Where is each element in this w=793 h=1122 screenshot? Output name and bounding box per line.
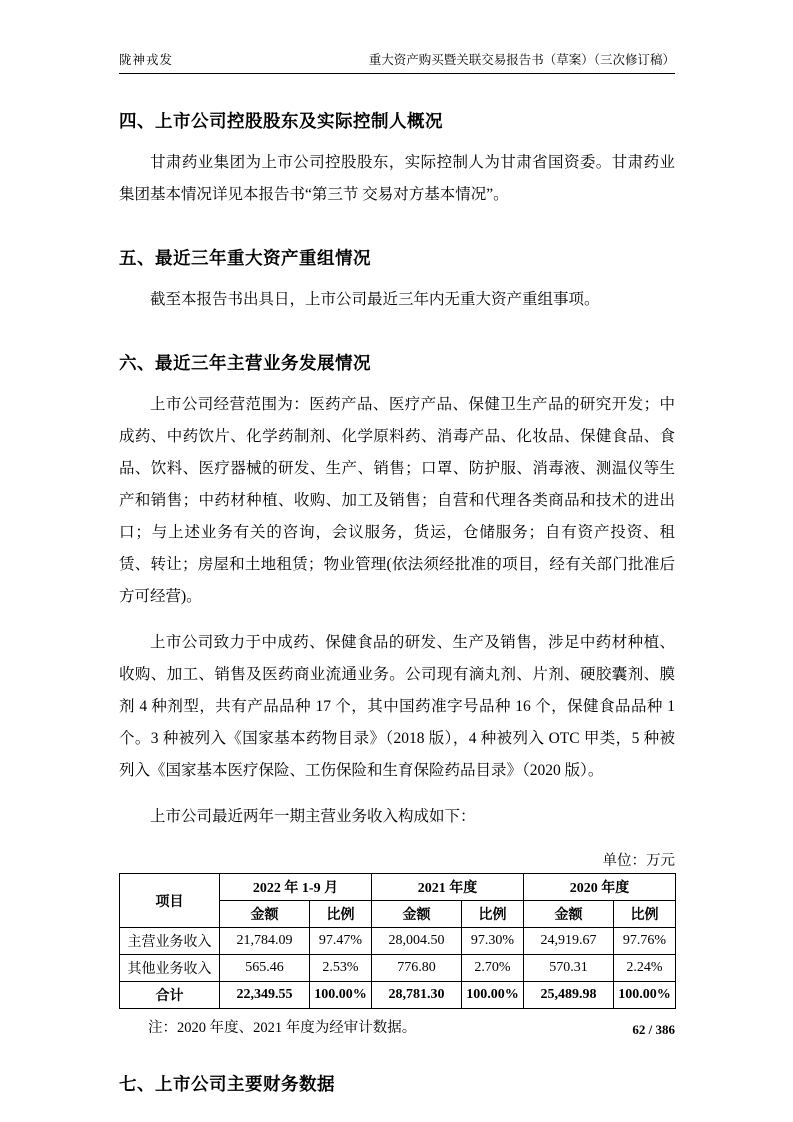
revenue-composition-table bbox=[119, 873, 676, 1009]
table-cell-item: 主营业务收入 bbox=[120, 928, 220, 955]
page-number: 62 / 386 bbox=[632, 1022, 675, 1037]
table-note: 注：2020 年度、2021 年度为经审计数据。 bbox=[148, 1020, 417, 1036]
header-report-title: 重大资产购买暨关联交易报告书（草案）（三次修订稿） bbox=[368, 53, 675, 67]
section4-title: 四、上市公司控股股东及实际控制人概况 bbox=[119, 111, 443, 131]
table-cell-value: 570.31 bbox=[524, 955, 614, 982]
header-company-name: 陇神戎发 bbox=[119, 53, 174, 67]
section6-paragraph-1: 上市公司经营范围为：医药产品、医疗产品、保健卫生产品的研究开发；中成药、中药饮片、化学药制剂、化学原料药、消毒产品、化妆品、保健食品、食品、饮料、医疗器械的研发、生产、销售；口罩、防护服、消毒液、测温仪等生产和销售；中药材种植、收购、加工及销售；自营和代理各类商品和技术的进出口；与上述业务有关的咨询，会议服务，货运，仓储服务；自有资产投资、租赁、转让；房屋和土地租赁；物业管理(依法须经批准的项目，经有关部门批准后方可经营)。 bbox=[119, 396, 675, 605]
table-subheader-ratio: 比例 bbox=[614, 901, 676, 928]
section6-title: 六、最近三年主营业务发展情况 bbox=[119, 353, 371, 373]
section5-paragraph: 截至本报告书出具日，上市公司最近三年内无重大资产重组事项。 bbox=[150, 291, 600, 308]
table-header-period-2022: 2022 年 1-9 月 bbox=[220, 874, 372, 901]
table-cell-value: 100.00% bbox=[462, 982, 524, 1009]
table-cell-value: 100.00% bbox=[310, 982, 372, 1009]
section7-title: 七、上市公司主要财务数据 bbox=[119, 1074, 335, 1094]
table-cell-item: 其他业务收入 bbox=[120, 955, 220, 982]
table-cell-value: 97.76% bbox=[614, 928, 676, 955]
table-subheader-ratio: 比例 bbox=[310, 901, 372, 928]
table-row-total bbox=[120, 982, 676, 1009]
table-cell-value: 2.53% bbox=[310, 955, 372, 982]
section6-paragraph-3: 上市公司最近两年一期主营业务收入构成如下： bbox=[150, 808, 476, 825]
section6-paragraph-2: 上市公司致力于中成药、保健食品的研发、生产及销售，涉足中药材种植、收购、加工、销售及医药商业流通业务。公司现有滴丸剂、片剂、硬胶囊剂、膜剂 4 种剂型，共有产品品种 17 个，其中国药准字号品种 16 个，保健食品品种 1 个。3 种被列入《国家基本药物目录》（2018 版），4 种被列入 OTC 甲类，5 种被列入《国家基本医疗保险、工伤保险和生育保险药品目录》（2020 版）。 bbox=[119, 634, 675, 779]
table-cell-value: 22,349.55 bbox=[220, 982, 310, 1009]
table-cell-item: 合计 bbox=[120, 982, 220, 1009]
table-header-period-2021: 2021 年度 bbox=[372, 874, 524, 901]
table-cell-value: 21,784.09 bbox=[220, 928, 310, 955]
table-cell-value: 97.30% bbox=[462, 928, 524, 955]
table-cell-value: 100.00% bbox=[614, 982, 676, 1009]
table-cell-value: 28,781.30 bbox=[372, 982, 462, 1009]
table-subheader-amount: 金额 bbox=[524, 901, 614, 928]
table-cell-value: 2.24% bbox=[614, 955, 676, 982]
page-header bbox=[119, 50, 675, 74]
table-subheader-amount: 金额 bbox=[372, 901, 462, 928]
table-header-row-periods bbox=[120, 874, 676, 901]
table-cell-value: 28,004.50 bbox=[372, 928, 462, 955]
table-subheader-ratio: 比例 bbox=[462, 901, 524, 928]
table-cell-value: 2.70% bbox=[462, 955, 524, 982]
table-cell-value: 565.46 bbox=[220, 955, 310, 982]
table-unit-label: 单位：万元 bbox=[602, 853, 675, 869]
section5-title: 五、最近三年重大资产重组情况 bbox=[119, 248, 371, 268]
table-cell-value: 25,489.98 bbox=[524, 982, 614, 1009]
table-cell-value: 776.80 bbox=[372, 955, 462, 982]
table-cell-value: 97.47% bbox=[310, 928, 372, 955]
table-header-item: 项目 bbox=[120, 874, 220, 928]
table-header-period-2020: 2020 年度 bbox=[524, 874, 676, 901]
table-subheader-amount: 金额 bbox=[220, 901, 310, 928]
table-row-main-revenue bbox=[120, 928, 676, 955]
table-row-other-revenue bbox=[120, 955, 676, 982]
table-cell-value: 24,919.67 bbox=[524, 928, 614, 955]
section4-paragraph: 甘肃药业集团为上市公司控股股东，实际控制人为甘肃省国资委。甘肃药业集团基本情况详见本报告书“第三节 交易对方基本情况”。 bbox=[119, 154, 675, 203]
